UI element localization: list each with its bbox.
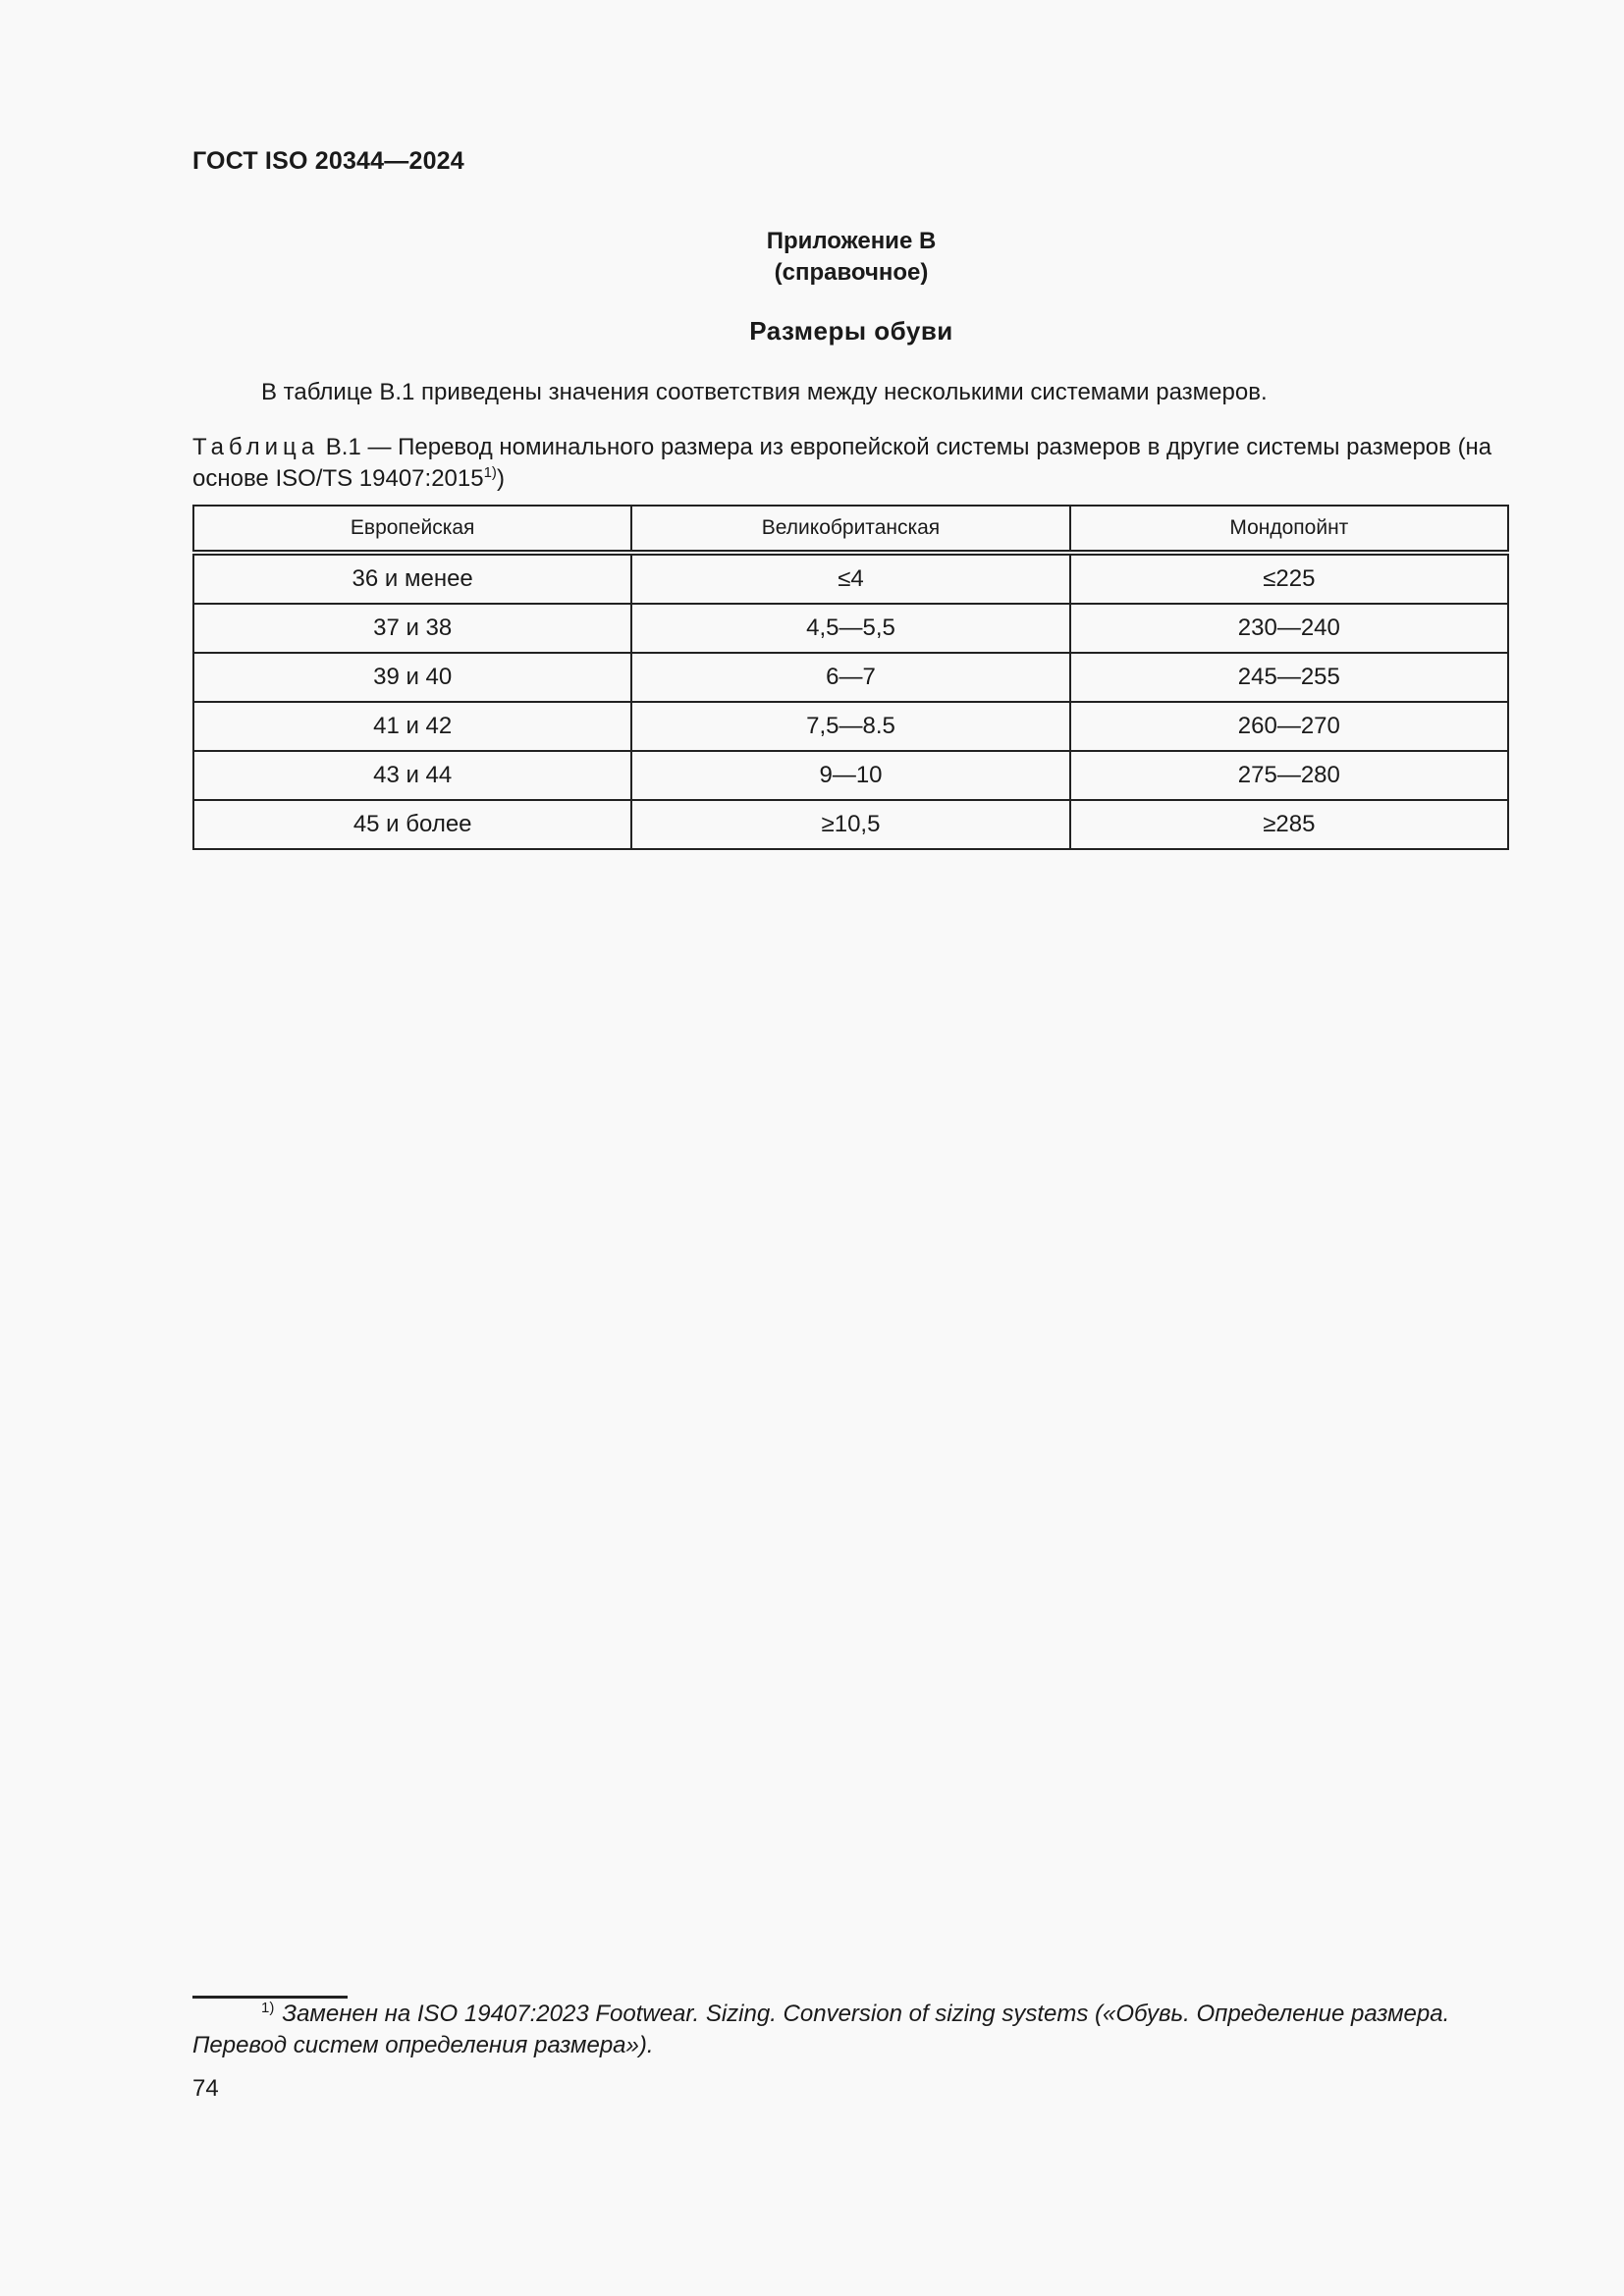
table-cell: 41 и 42 — [193, 702, 631, 751]
document-code: ГОСТ ISO 20344—2024 — [192, 147, 464, 175]
size-conversion-table — [192, 505, 1509, 850]
table-row — [193, 604, 1508, 653]
table-cell: 4,5—5,5 — [631, 604, 1069, 653]
table-caption — [192, 432, 1508, 495]
table-row — [193, 653, 1508, 702]
footnote-reference: 1) — [483, 464, 497, 481]
table-cell: ≤4 — [631, 553, 1069, 604]
table-cell: 245—255 — [1070, 653, 1508, 702]
table-row — [193, 553, 1508, 604]
table-cell: 45 и более — [193, 800, 631, 849]
column-header-uk: Великобританская — [631, 506, 1069, 553]
table-header-row — [193, 506, 1508, 553]
table-caption-text: В.1 — Перевод номинального размера из европейской системы размеров в другие системы размеров (на основе ISO/TS 19407:2015 — [192, 434, 1492, 492]
column-header-european: Европейская — [193, 506, 631, 553]
annex-heading — [0, 226, 1624, 289]
table-cell: ≤225 — [1070, 553, 1508, 604]
table-cell: 36 и менее — [193, 553, 631, 604]
page-number: 74 — [192, 2075, 219, 2102]
table-row — [193, 702, 1508, 751]
intro-paragraph: В таблице В.1 приведены значения соответствия между несколькими системами размеров. — [261, 379, 1268, 405]
table-cell: 7,5—8.5 — [631, 702, 1069, 751]
table-cell: 43 и 44 — [193, 751, 631, 800]
table-cell: 275—280 — [1070, 751, 1508, 800]
annex-status: (справочное) — [774, 259, 929, 286]
section-title: Размеры обуви — [749, 316, 953, 346]
footnote — [192, 1999, 1508, 2061]
table-row — [193, 751, 1508, 800]
table-row — [193, 800, 1508, 849]
table-caption-prefix: Таблица — [192, 434, 320, 460]
table-cell: 37 и 38 — [193, 604, 631, 653]
column-header-mondopoint: Мондопойнт — [1070, 506, 1508, 553]
table-cell: 6—7 — [631, 653, 1069, 702]
table-cell: ≥285 — [1070, 800, 1508, 849]
table-cell: ≥10,5 — [631, 800, 1069, 849]
table-cell: 39 и 40 — [193, 653, 631, 702]
footnote-text: Заменен на ISO 19407:2023 Footwear. Sizing. Conversion of sizing systems («Обувь. Определение размера. Перевод систем определения размера»). — [192, 2001, 1450, 2058]
table-cell: 260—270 — [1070, 702, 1508, 751]
footnote-mark: 1) — [261, 2000, 275, 2016]
table-cell: 230—240 — [1070, 604, 1508, 653]
table-caption-suffix: ) — [496, 465, 505, 492]
table-cell: 9—10 — [631, 751, 1069, 800]
annex-title: Приложение В — [766, 228, 937, 254]
